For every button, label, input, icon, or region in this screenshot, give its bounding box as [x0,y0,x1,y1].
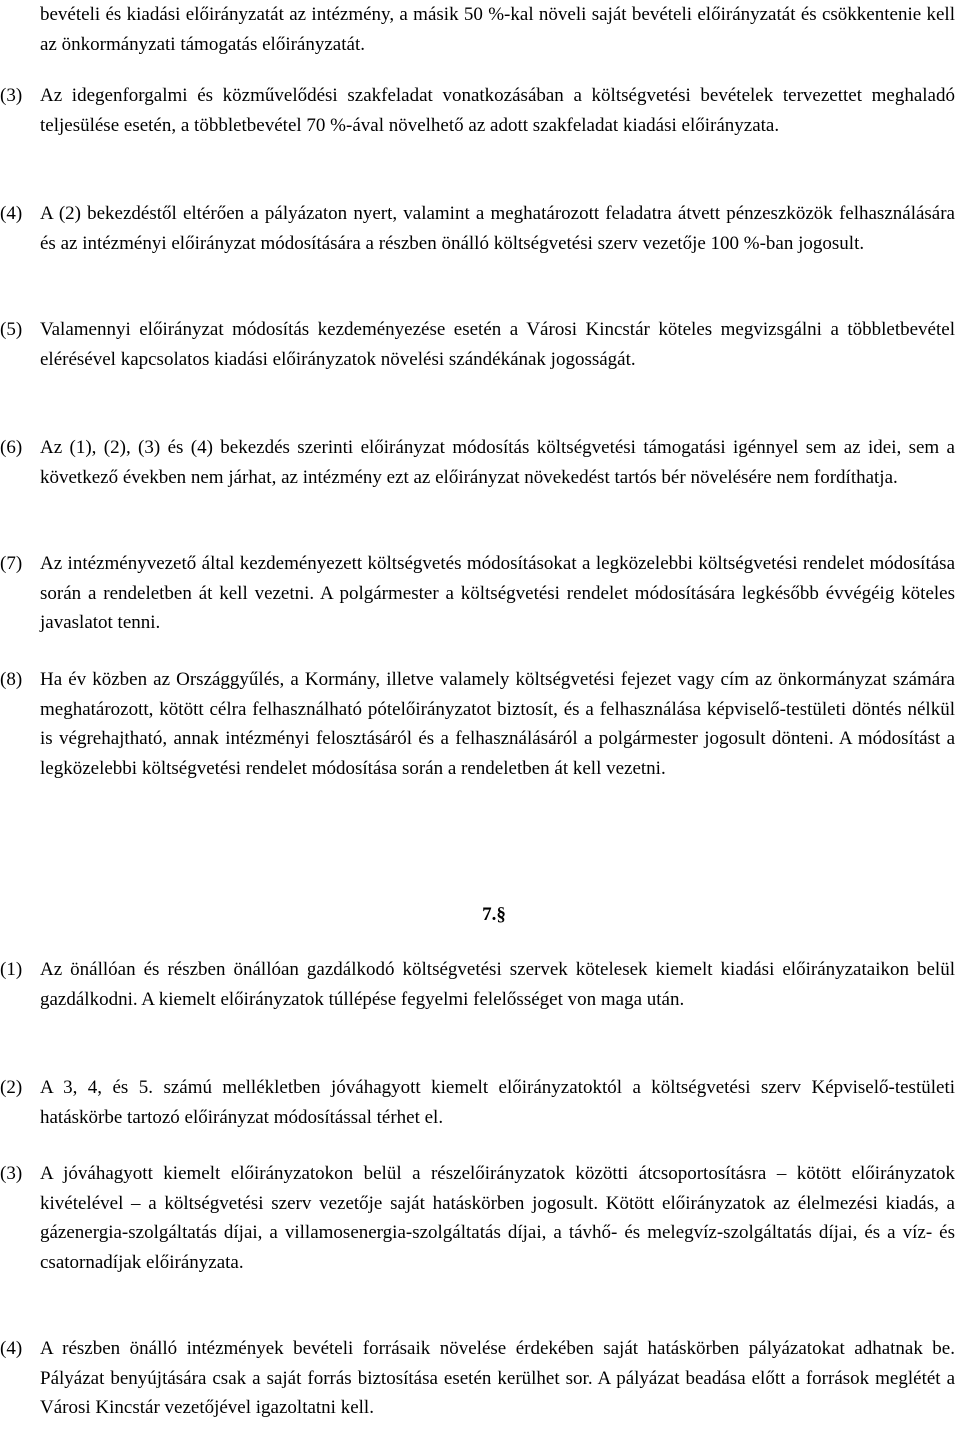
paragraph-text: A (2) bekezdéstől eltérően a pályázaton nyert, valamint a meghatározott feladatra átvett pénzeszközök felhasználására és az intézményi előirányzat módosítására a részben önálló költségvetési szerv vezetője 100 %-ban jogosult. [40,203,955,254]
section-title: 7.§ [482,904,506,925]
paragraph-text: Az önállóan és részben önállóan gazdálkodó költségvetési szervek kötelesek kiemelt kiadási előirányzataikon belül gazdálkodni. A kiemelt előirányzatok túllépése fegyelmi felelősséget von maga után. [40,959,955,1010]
paragraph-a-7 [0,549,955,638]
paragraph-number: (3) [0,1163,23,1184]
paragraph-a-5 [0,315,955,374]
paragraph-text: Valamennyi előirányzat módosítás kezdeményezése esetén a Városi Kincstár köteles megvizsgálni a többletbevétel elérésével kapcsolatos kiadási előirányzatok növelési szándékának jogosságát. [40,319,955,370]
paragraph-number: (6) [0,437,23,458]
paragraph-number: (7) [0,553,23,574]
paragraph-number: (5) [0,319,23,340]
intro-continuation: bevételi és kiadási előirányzatát az intézmény, a másik 50 %-kal növeli saját bevételi előirányzatát és csökkentenie kell az önkormányzati támogatás előirányzatát. [40,4,955,55]
paragraph-number: (1) [0,959,23,980]
paragraph-a-8 [0,665,955,783]
paragraph-b-4 [0,1334,955,1423]
paragraph-number: (2) [0,1077,23,1098]
paragraph-b-1 [0,955,955,1014]
paragraph-text: Az (1), (2), (3) és (4) bekezdés szerinti előirányzat módosítás költségvetési támogatási igénnyel sem az idei, sem a következő években nem járhat, az intézmény ezt az előirányzat növekedést tartós bér növelésére nem fordíthatja. [40,437,955,488]
paragraph-b-2 [0,1073,955,1132]
paragraph-number: (4) [0,1338,23,1359]
paragraph-text: Ha év közben az Országgyűlés, a Kormány, illetve valamely költségvetési fejezet vagy cím az önkormányzat számára meghatározott, kötött célra felhasználható pótelőirányzatot biztosít, és a felhasználása képviselő-testületi döntés nélkül is végrehajtható, annak intézményi felosztásáról és a felhasználásáról a polgármester jogosult dönteni. A módosítást a legközelebbi költségvetési rendelet módosítása során a rendeletben át kell vezetni. [40,669,955,779]
paragraph-b-3 [0,1159,955,1277]
paragraph-a-3 [0,81,955,140]
paragraph-text: A részben önálló intézmények bevételi forrásaik növelése érdekében saját hatáskörben pályázatokat adhatnak be. Pályázat benyújtására csak a saját forrás biztosítása esetén kerülhet sor. A pályázat beadása előtt a források meglétét a Városi Kincstár vezetőjével igazoltatni kell. [40,1338,955,1418]
paragraph-text: A 3, 4, és 5. számú mellékletben jóváhagyott kiemelt előirányzatoktól a költségvetési szerv Képviselő-testületi hatáskörbe tartozó előirányzat módosítással térhet el. [40,1077,955,1128]
paragraph-number: (8) [0,669,23,690]
paragraph-text: Az intézményvezető által kezdeményezett költségvetés módosításokat a legközelebbi költségvetési rendelet módosítása során a rendeletben át kell vezetni. A polgármester a költségvetési rendelet módosítására legkésőbb évvégéig köteles javaslatot tenni. [40,553,955,633]
paragraph-number: (3) [0,85,23,106]
paragraph-a-4 [0,199,955,258]
paragraph-a-6 [0,433,955,492]
paragraph-text: A jóváhagyott kiemelt előirányzatokon belül a részelőirányzatok közötti átcsoportosításra – kötött előirányzatok kivételével – a költségvetési szerv vezetője saját hatáskörben jogosult. Kötött előirányzatok az élelmezési kiadás, a gázenergia-szolgáltatás díjai, a villamosenergia-szolgáltatás díjai, a távhő- és melegvíz-szolgáltatás díjai, és a víz- és csatornadíjak előirányzata. [40,1163,955,1273]
paragraph-number: (4) [0,203,23,224]
paragraph-text: Az idegenforgalmi és közművelődési szakfeladat vonatkozásában a költségvetési bevételek tervezettet meghaladó teljesülése esetén, a többletbevétel 70 %-ával növelhető az adott szakfeladat kiadási előirányzata. [40,85,955,136]
